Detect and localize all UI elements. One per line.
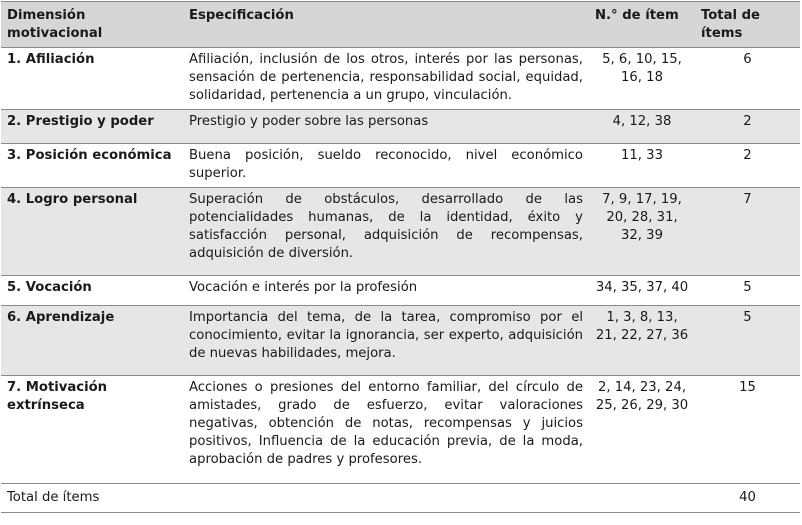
dimension-cell: 3. Posición económica <box>1 144 183 188</box>
dimension-cell: 1. Afiliación <box>1 48 183 110</box>
grand-total: 40 <box>695 484 800 513</box>
header-dimension: Dimensión motivacional <box>1 2 183 48</box>
table-row <box>1 276 800 306</box>
header-item-number: N.° de ítem <box>589 2 695 48</box>
total-cell: 6 <box>695 48 800 110</box>
items-cell: 34, 35, 37, 40 <box>589 276 695 306</box>
table-row <box>1 144 800 188</box>
table-body <box>1 48 800 513</box>
items-cell: 2, 14, 23, 24, 25, 26, 29, 30 <box>589 376 695 484</box>
specification-cell: Prestigio y poder sobre las personas <box>183 110 589 144</box>
total-cell: 5 <box>695 306 800 376</box>
dimension-cell: 4. Logro personal <box>1 188 183 276</box>
table-row <box>1 110 800 144</box>
total-cell: 15 <box>695 376 800 484</box>
items-cell: 1, 3, 8, 13, 21, 22, 27, 36 <box>589 306 695 376</box>
total-cell: 2 <box>695 110 800 144</box>
motivational-dimensions-table <box>1 1 800 513</box>
specification-cell: Vocación e interés por la profesión <box>183 276 589 306</box>
items-cell: 7, 9, 17, 19, 20, 28, 31, 32, 39 <box>589 188 695 276</box>
table-row <box>1 306 800 376</box>
table-header <box>1 2 800 48</box>
table-row <box>1 48 800 110</box>
specification-cell: Importancia del tema, de la tarea, compromiso por el conocimiento, evitar la ignorancia, ser experto, adquisición de nuevas habilidades, mejora. <box>183 306 589 376</box>
total-cell: 5 <box>695 276 800 306</box>
total-label: Total de ítems <box>1 484 695 513</box>
specification-cell: Afiliación, inclusión de los otros, interés por las personas, sensación de pertenencia, responsabilidad social, equidad, solidaridad, pertenencia a un grupo, vinculación. <box>183 48 589 110</box>
table-row <box>1 376 800 484</box>
table-row <box>1 188 800 276</box>
total-row <box>1 484 800 513</box>
items-cell: 4, 12, 38 <box>589 110 695 144</box>
header-row <box>1 2 800 48</box>
total-cell: 2 <box>695 144 800 188</box>
items-cell: 5, 6, 10, 15, 16, 18 <box>589 48 695 110</box>
dimension-cell: 6. Aprendizaje <box>1 306 183 376</box>
dimension-cell: 7. Motivación extrínseca <box>1 376 183 484</box>
specification-cell: Superación de obstáculos, desarrollado de las potencialidades humanas, de la identidad, éxito y satisfacción personal, adquisición de recompensas, adquisición de diversión. <box>183 188 589 276</box>
dimension-cell: 5. Vocación <box>1 276 183 306</box>
total-cell: 7 <box>695 188 800 276</box>
dimension-cell: 2. Prestigio y poder <box>1 110 183 144</box>
items-cell: 11, 33 <box>589 144 695 188</box>
header-total-items: Total de ítems <box>695 2 800 48</box>
specification-cell: Buena posición, sueldo reconocido, nivel económico superior. <box>183 144 589 188</box>
header-specification: Especificación <box>183 2 589 48</box>
specification-cell: Acciones o presiones del entorno familiar, del círculo de amistades, grado de esfuerzo, evitar valoraciones negativas, obtención de notas, recompensas y juicios positivos, Influencia de la educación previa, de la moda, aprobación de padres y profesores. <box>183 376 589 484</box>
